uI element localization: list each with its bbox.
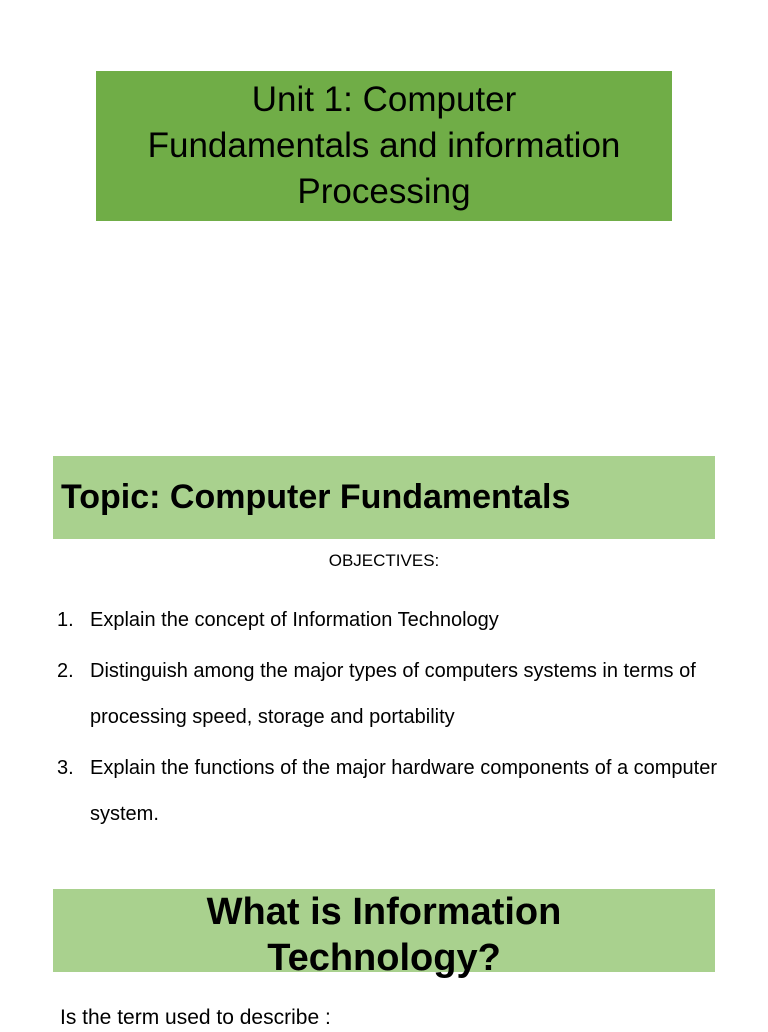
unit-title: Unit 1: Computer Fundamentals and information Processing [147, 80, 621, 211]
list-item-number: 2. [57, 660, 74, 682]
list-item-text: Explain the concept of Information Technology [90, 609, 499, 631]
what-is-it-banner [53, 889, 715, 979]
list-item-number: 1. [57, 609, 74, 631]
topic-title: Topic: Computer Fundamentals [61, 478, 571, 516]
intro-text: Is the term used to describe : [60, 1006, 331, 1029]
what-is-it-title: What is Information Technology? [206, 891, 562, 979]
list-item [57, 597, 717, 643]
topic-banner [53, 456, 715, 539]
objectives-heading: OBJECTIVES: [328, 551, 440, 570]
unit-title-banner [96, 71, 672, 221]
list-item [57, 648, 717, 740]
list-item-text: Distinguish among the major types of computers systems in terms of processing speed, storage and portability [90, 660, 696, 728]
list-item [57, 745, 717, 837]
objectives-list [57, 597, 717, 842]
list-item-number: 3. [57, 757, 74, 779]
list-item-text: Explain the functions of the major hardware components of a computer system. [90, 757, 718, 825]
